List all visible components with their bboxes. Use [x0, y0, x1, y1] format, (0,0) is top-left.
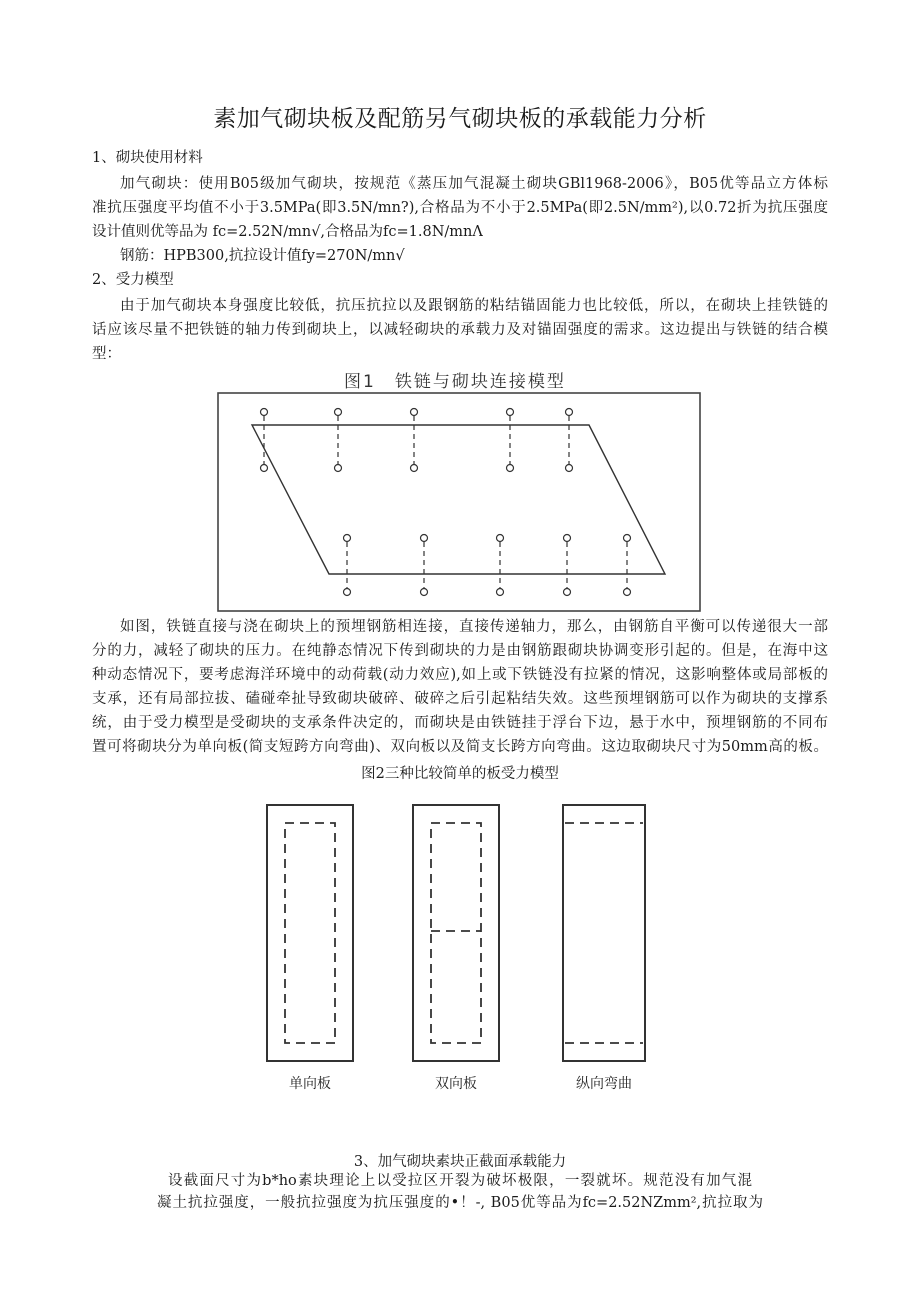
section2-para2-line3: 种动态情况下，要考虑海洋环境中的动荷载(动力效应),如上或下铁链没有拉紧的情况，这影响整体或局部板的 [92, 667, 828, 683]
figure1-chain-model [217, 392, 701, 612]
figure1-title: 图1 铁链与砌块连接模型 [344, 372, 566, 392]
figure1-bottom-anchors [344, 535, 631, 596]
section1-para2: 钢筋：HPB300,抗拉设计值fy=270N∕mn√ [120, 248, 405, 264]
figure2-caption: 图2三种比较简单的板受力模型 [361, 766, 559, 782]
section1-para1-line2: 准抗压强度平均值不小于3.5MPa(即3.5N∕mn?),合格品为不小于2.5MPa(即2.5N∕mm²),以0.72折为抗压强度 [92, 200, 828, 216]
section2-para1-line3: 型： [92, 346, 121, 362]
section1-heading: 1、砌块使用材料 [92, 150, 203, 166]
section2-para2-line4: 支承，还有局部拉拔、磕碰牵扯导致砌块破碎、破碎之后引起粘结失效。这些预埋钢筋可以作为砌块的支撑系 [92, 691, 828, 707]
figure2-longitudinal-plate [563, 805, 645, 1061]
section2-heading: 2、受力模型 [92, 272, 174, 288]
section2-para2-line5: 统，由于受力模型是受砌块的支承条件决定的，而砌块是由铁链挂于浮台下边，悬于水中，预埋钢筋的不同布 [92, 715, 828, 731]
section2-para1-line2: 话应该尽量不把铁链的轴力传到砌块上，以减轻砌块的承载力及对锚固强度的需求。这边提出与铁链的结合模 [92, 322, 828, 338]
section2-para2-line6: 置可将砌块分为单向板(简支短跨方向弯曲)、双向板以及简支长跨方向弯曲。这边取砌块尺寸为50mm高的板。 [92, 739, 828, 755]
figure2-plate-models [255, 795, 665, 1105]
figure1-block-parallelogram [252, 425, 665, 574]
section3-heading: 3、加气砌块素块正截面承载能力 [353, 1154, 567, 1170]
section1-para1-line1: 加气砌块：使用B05级加气砌块，按规范《蒸压加气混凝土砌块GBl1968-2006》，B05优等品立方体标 [120, 176, 828, 192]
section1-para1-line3: 设计值则优等品为 fc=2.52N∕mn√,合格品为fc=1.8N∕mnΛ [92, 224, 483, 240]
section3-line1: 设截面尺寸为b*ho素块理论上以受拉区开裂为破坏极限，一裂就坏。规范没有加气混 [168, 1173, 752, 1189]
section2-para2-line1: 如图，铁链直接与浇在砌块上的预埋钢筋相连接，直接传递轴力，那么，由钢筋自平衡可以传递很大一部 [120, 619, 828, 635]
section2-para1-line1: 由于加气砌块本身强度比较低，抗压抗拉以及跟钢筋的粘结锚固能力也比较低，所以，在砌块上挂铁链的 [120, 298, 828, 314]
figure2-label-one-way: 单向板 [289, 1076, 331, 1092]
figure2-two-way-plate [413, 805, 499, 1061]
document-title: 素加气砌块板及配筋另气砌块板的承载能力分析 [213, 106, 707, 132]
section3-line2: 凝土抗拉强度，一般抗拉强度为抗压强度的•！-, B05优等品为fc=2.52NZmm²,抗拉取为 [157, 1195, 763, 1211]
figure2-one-way-plate [267, 805, 353, 1061]
figure1-top-anchors [261, 409, 573, 472]
figure2-label-longitudinal: 纵向弯曲 [576, 1076, 632, 1092]
figure2-label-two-way: 双向板 [435, 1076, 477, 1092]
section2-para2-line2: 分的力，减轻了砌块的压力。在纯静态情况下传到砌块的力是由钢筋跟砌块协调变形引起的。但是，在海中这 [92, 643, 828, 659]
